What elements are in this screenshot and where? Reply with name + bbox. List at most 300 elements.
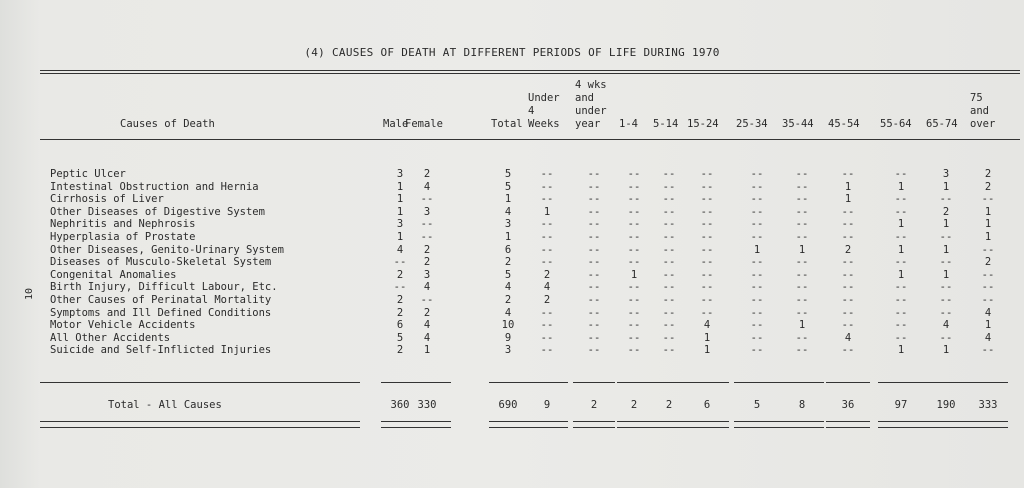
- table-cell: 1: [984, 218, 992, 231]
- table-cell: 1: [396, 180, 404, 193]
- column-header-under4w: Weeks: [528, 118, 560, 130]
- table-cell: --: [587, 180, 601, 193]
- table-cell: 1: [897, 180, 905, 193]
- rule-segment: [489, 382, 527, 383]
- table-cell: --: [939, 231, 953, 243]
- rule-segment: [526, 382, 568, 383]
- table-cell: --: [841, 205, 855, 218]
- column-header-under4w: Under: [528, 92, 560, 104]
- table-cell: --: [894, 306, 908, 319]
- table-cell: --: [587, 218, 601, 231]
- table-cell: 1: [423, 344, 431, 357]
- rule-segment: [826, 427, 870, 428]
- table-cell: 9: [504, 331, 512, 344]
- table-cell: --: [939, 281, 953, 294]
- table-cell: --: [587, 281, 601, 294]
- table-cell: --: [750, 319, 764, 332]
- table-cell: --: [841, 168, 855, 180]
- table-cell: --: [894, 319, 908, 332]
- table-cell: 1: [984, 231, 992, 243]
- table-cell: --: [795, 256, 809, 269]
- table-cell: 1: [504, 193, 512, 206]
- total-cell: 190: [936, 399, 956, 411]
- table-cell: --: [587, 319, 601, 332]
- table-cell: 4: [984, 331, 992, 344]
- table-cell: --: [540, 256, 554, 269]
- row-cause-label: Congenital Anomalies: [50, 268, 177, 281]
- table-cell: --: [841, 319, 855, 332]
- rule-segment: [573, 421, 615, 422]
- header-underline: [0, 139, 1024, 141]
- table-cell: 2: [423, 306, 431, 319]
- table-cell: 3: [396, 218, 404, 231]
- table-cell: --: [750, 218, 764, 231]
- table-title: (4) CAUSES OF DEATH AT DIFFERENT PERIODS OF LIFE DURING 1970: [304, 46, 720, 59]
- table-cell: --: [662, 294, 676, 306]
- table-cell: 3: [504, 344, 512, 357]
- rule-segment: [968, 382, 1008, 383]
- table-cell: --: [540, 344, 554, 357]
- table-cell: 3: [423, 205, 431, 218]
- table-cell: --: [939, 193, 953, 206]
- table-cell: --: [750, 256, 764, 269]
- table-cell: 6: [396, 319, 404, 332]
- table-cell: 2: [942, 205, 950, 218]
- table-cell: 1: [897, 243, 905, 256]
- column-header-4w-1y: year: [575, 118, 601, 130]
- table-cell: --: [700, 243, 714, 256]
- table-cell: --: [662, 331, 676, 344]
- rule-segment: [878, 421, 924, 422]
- table-cell: --: [981, 294, 995, 306]
- table-cell: --: [894, 205, 908, 218]
- table-cell: 3: [942, 168, 950, 180]
- table-cell: 1: [798, 319, 806, 332]
- table-cell: 4: [543, 281, 551, 294]
- total-cell: 97: [894, 399, 908, 411]
- row-cause-label: Other Diseases of Digestive System: [50, 205, 265, 218]
- table-cell: --: [939, 256, 953, 269]
- row-cause-label: Symptoms and Ill Defined Conditions: [50, 306, 272, 319]
- table-cell: 4: [844, 331, 852, 344]
- rule-segment: [40, 139, 1020, 140]
- table-cell: 4: [942, 319, 950, 332]
- table-cell: --: [662, 281, 676, 294]
- rule-segment: [489, 421, 527, 422]
- table-cell: --: [540, 231, 554, 243]
- column-header-75-over: and: [970, 105, 989, 117]
- rule-segment: [403, 382, 451, 383]
- table-cell: --: [662, 306, 676, 319]
- rule-segment: [968, 427, 1008, 428]
- column-header-total: Total: [491, 118, 523, 130]
- table-cell: --: [795, 231, 809, 243]
- column-header-45-54: 45-54: [828, 118, 860, 130]
- table-cell: 6: [504, 243, 512, 256]
- rule-segment: [826, 421, 870, 422]
- table-cell: --: [627, 243, 641, 256]
- table-cell: --: [750, 168, 764, 180]
- table-cell: --: [700, 306, 714, 319]
- table-cell: 2: [984, 180, 992, 193]
- table-cell: --: [795, 205, 809, 218]
- row-cause-label: Birth Injury, Difficult Labour, Etc.: [50, 281, 278, 294]
- table-cell: 4: [423, 281, 431, 294]
- table-cell: --: [540, 193, 554, 206]
- rule-segment: [40, 421, 360, 422]
- table-cell: --: [894, 193, 908, 206]
- row-cause-label: Peptic Ulcer: [50, 168, 126, 180]
- top-rule: [40, 70, 1020, 71]
- table-cell: --: [795, 218, 809, 231]
- table-cell: --: [894, 294, 908, 306]
- table-cell: --: [662, 319, 676, 332]
- table-cell: 1: [396, 231, 404, 243]
- table-cell: --: [627, 180, 641, 193]
- column-header-under4w: 4: [528, 105, 535, 117]
- rule-segment: [526, 427, 568, 428]
- table-cell: 1: [897, 218, 905, 231]
- table-cell: --: [795, 331, 809, 344]
- rule-segment: [40, 382, 360, 383]
- table-cell: 5: [504, 268, 512, 281]
- rule-segment: [780, 421, 824, 422]
- table-cell: 1: [396, 205, 404, 218]
- table-cell: --: [795, 268, 809, 281]
- table-cell: 4: [423, 331, 431, 344]
- margin-page-number: 10: [24, 287, 35, 300]
- total-cell: 333: [978, 399, 998, 411]
- rule-segment: [685, 421, 729, 422]
- table-cell: --: [627, 319, 641, 332]
- table-cell: 1: [703, 344, 711, 357]
- table-cell: 1: [942, 180, 950, 193]
- table-cell: 2: [396, 306, 404, 319]
- table-cell: --: [841, 294, 855, 306]
- table-cell: --: [587, 344, 601, 357]
- table-cell: 1: [984, 205, 992, 218]
- table-cell: --: [540, 218, 554, 231]
- table-cell: 5: [504, 180, 512, 193]
- table-cell: --: [587, 205, 601, 218]
- table-cell: 1: [798, 243, 806, 256]
- rule-segment: [924, 382, 968, 383]
- column-header-25-34: 25-34: [736, 118, 768, 130]
- table-cell: --: [662, 180, 676, 193]
- rule-segment: [573, 427, 615, 428]
- table-cell: 1: [844, 193, 852, 206]
- table-cell: 2: [396, 344, 404, 357]
- table-cell: --: [587, 268, 601, 281]
- table-cell: --: [662, 168, 676, 180]
- table-cell: 2: [984, 168, 992, 180]
- table-cell: --: [700, 281, 714, 294]
- table-cell: --: [894, 168, 908, 180]
- rule-segment: [685, 427, 729, 428]
- table-cell: 1: [942, 243, 950, 256]
- table-cell: --: [750, 193, 764, 206]
- table-cell: --: [393, 256, 407, 269]
- table-cell: --: [587, 243, 601, 256]
- table-cell: --: [939, 331, 953, 344]
- row-cause-label: Intestinal Obstruction and Hernia: [50, 180, 259, 193]
- table-cell: --: [795, 193, 809, 206]
- table-cell: --: [627, 231, 641, 243]
- total-cell: 2: [590, 399, 598, 411]
- table-cell: --: [750, 294, 764, 306]
- table-cell: --: [662, 243, 676, 256]
- total-cell: 330: [417, 399, 437, 411]
- table-cell: 1: [942, 344, 950, 357]
- row-cause-label: Hyperplasia of Prostate: [50, 231, 196, 243]
- table-cell: --: [750, 306, 764, 319]
- table-cell: 1: [630, 268, 638, 281]
- table-cell: 1: [942, 218, 950, 231]
- table-cell: 2: [423, 243, 431, 256]
- table-cell: --: [700, 218, 714, 231]
- table-cell: 2: [844, 243, 852, 256]
- rule-segment: [734, 382, 780, 383]
- table-cell: --: [420, 193, 434, 206]
- rule-segment: [826, 382, 870, 383]
- table-cell: 1: [504, 231, 512, 243]
- total-bottom-rule: [0, 421, 1024, 423]
- column-header-75-over: over: [970, 118, 996, 130]
- table-cell: --: [587, 331, 601, 344]
- rule-segment: [526, 421, 568, 422]
- table-cell: --: [981, 281, 995, 294]
- column-header-55-64: 55-64: [880, 118, 912, 130]
- table-cell: --: [587, 294, 601, 306]
- column-header-4w-1y: and: [575, 92, 594, 104]
- rule-segment: [651, 382, 687, 383]
- column-header-65-74: 65-74: [926, 118, 958, 130]
- column-header-5-14: 5-14: [653, 118, 679, 130]
- table-cell: --: [981, 243, 995, 256]
- rule-segment: [878, 427, 924, 428]
- table-cell: 1: [703, 331, 711, 344]
- table-cell: --: [700, 180, 714, 193]
- table-cell: 4: [423, 319, 431, 332]
- row-cause-label: Suicide and Self-Inflicted Injuries: [50, 344, 272, 357]
- table-cell: --: [587, 168, 601, 180]
- table-cell: 2: [504, 294, 512, 306]
- row-cause-label: Motor Vehicle Accidents: [50, 319, 196, 332]
- table-cell: --: [981, 193, 995, 206]
- rule-segment: [489, 427, 527, 428]
- table-cell: 4: [984, 306, 992, 319]
- total-cell: 8: [798, 399, 806, 411]
- table-cell: --: [420, 294, 434, 306]
- table-cell: 3: [423, 268, 431, 281]
- rule-segment: [403, 427, 451, 428]
- table-cell: --: [750, 344, 764, 357]
- table-cell: --: [627, 344, 641, 357]
- table-cell: 5: [504, 168, 512, 180]
- total-cell: 2: [630, 399, 638, 411]
- causes-header: Causes of Death: [120, 118, 215, 130]
- table-cell: --: [841, 256, 855, 269]
- table-cell: --: [841, 344, 855, 357]
- rule-segment: [734, 421, 780, 422]
- table-cell: --: [894, 281, 908, 294]
- column-header-female: Female: [405, 118, 443, 130]
- table-cell: --: [540, 306, 554, 319]
- table-cell: --: [795, 306, 809, 319]
- table-cell: 1: [897, 344, 905, 357]
- rule-segment: [617, 427, 651, 428]
- table-cell: --: [795, 344, 809, 357]
- table-cell: --: [700, 193, 714, 206]
- table-cell: --: [627, 193, 641, 206]
- table-cell: --: [700, 294, 714, 306]
- table-cell: 1: [543, 205, 551, 218]
- table-cell: 4: [396, 243, 404, 256]
- table-cell: --: [700, 256, 714, 269]
- table-cell: --: [841, 231, 855, 243]
- table-cell: --: [795, 168, 809, 180]
- table-cell: --: [540, 331, 554, 344]
- rule-segment: [780, 427, 824, 428]
- table-cell: --: [587, 231, 601, 243]
- rule-segment: [573, 382, 615, 383]
- table-cell: --: [627, 306, 641, 319]
- table-cell: --: [540, 180, 554, 193]
- table-cell: --: [420, 218, 434, 231]
- table-cell: --: [750, 281, 764, 294]
- table-cell: --: [795, 281, 809, 294]
- total-row-label: Total - All Causes: [108, 399, 222, 411]
- table-cell: --: [662, 256, 676, 269]
- table-cell: 5: [396, 331, 404, 344]
- table-cell: --: [540, 243, 554, 256]
- rule-segment: [40, 427, 360, 428]
- column-header-1-4: 1-4: [619, 118, 638, 130]
- rule-segment: [924, 421, 968, 422]
- column-header-4w-1y: under: [575, 105, 607, 117]
- table-cell: --: [841, 218, 855, 231]
- table-cell: 2: [504, 256, 512, 269]
- rule-segment: [780, 382, 824, 383]
- table-cell: --: [939, 306, 953, 319]
- column-header-4w-1y: 4 wks: [575, 79, 607, 91]
- table-cell: --: [662, 231, 676, 243]
- table-cell: --: [750, 180, 764, 193]
- column-header-35-44: 35-44: [782, 118, 814, 130]
- total-cell: 36: [841, 399, 855, 411]
- table-cell: --: [662, 205, 676, 218]
- table-cell: 1: [897, 268, 905, 281]
- rule-segment: [617, 382, 651, 383]
- table-cell: --: [700, 268, 714, 281]
- total-cell: 6: [703, 399, 711, 411]
- table-cell: --: [750, 268, 764, 281]
- table-cell: 4: [504, 281, 512, 294]
- table-cell: 1: [753, 243, 761, 256]
- table-cell: --: [587, 256, 601, 269]
- table-cell: 2: [543, 294, 551, 306]
- table-cell: 2: [543, 268, 551, 281]
- table-cell: --: [841, 306, 855, 319]
- table-cell: --: [894, 331, 908, 344]
- table-cell: --: [627, 205, 641, 218]
- table-cell: --: [795, 294, 809, 306]
- row-cause-label: Diseases of Musculo-Skeletal System: [50, 256, 272, 269]
- table-cell: 2: [984, 256, 992, 269]
- table-cell: 10: [501, 319, 515, 332]
- total-top-rule: [0, 382, 1024, 384]
- table-cell: 3: [396, 168, 404, 180]
- table-cell: --: [700, 205, 714, 218]
- total-cell: 360: [390, 399, 410, 411]
- table-cell: --: [662, 218, 676, 231]
- row-cause-label: Other Causes of Perinatal Mortality: [50, 294, 272, 306]
- table-cell: --: [662, 193, 676, 206]
- rule-segment: [878, 382, 924, 383]
- top-rule-2: [40, 73, 1020, 74]
- table-cell: --: [700, 168, 714, 180]
- total-cell: 690: [498, 399, 518, 411]
- table-cell: --: [540, 168, 554, 180]
- rule-segment: [685, 382, 729, 383]
- table-cell: 2: [396, 294, 404, 306]
- table-cell: --: [587, 193, 601, 206]
- row-cause-label: Nephritis and Nephrosis: [50, 218, 196, 231]
- table-cell: --: [894, 231, 908, 243]
- total-cell: 5: [753, 399, 761, 411]
- table-cell: --: [627, 281, 641, 294]
- total-cell: 2: [665, 399, 673, 411]
- table-cell: 1: [844, 180, 852, 193]
- table-cell: --: [750, 231, 764, 243]
- table-cell: --: [981, 268, 995, 281]
- table-cell: --: [841, 268, 855, 281]
- table-cell: 1: [984, 319, 992, 332]
- total-bottom-rule-2: [0, 427, 1024, 429]
- table-cell: --: [939, 294, 953, 306]
- table-cell: --: [894, 256, 908, 269]
- table-cell: --: [420, 231, 434, 243]
- table-cell: --: [627, 168, 641, 180]
- table-cell: --: [662, 344, 676, 357]
- rule-segment: [617, 421, 651, 422]
- table-cell: --: [750, 331, 764, 344]
- table-cell: --: [627, 218, 641, 231]
- table-cell: --: [750, 205, 764, 218]
- rule-segment: [403, 421, 451, 422]
- table-cell: --: [662, 268, 676, 281]
- table-cell: 4: [504, 205, 512, 218]
- table-cell: 2: [423, 168, 431, 180]
- table-cell: 1: [942, 268, 950, 281]
- table-cell: 4: [504, 306, 512, 319]
- rule-segment: [734, 427, 780, 428]
- table-cell: 4: [423, 180, 431, 193]
- row-cause-label: Other Diseases, Genito-Urinary System: [50, 243, 284, 256]
- column-header-15-24: 15-24: [687, 118, 719, 130]
- table-cell: --: [627, 256, 641, 269]
- table-cell: 3: [504, 218, 512, 231]
- table-cell: --: [587, 306, 601, 319]
- rule-segment: [651, 427, 687, 428]
- table-cell: --: [540, 319, 554, 332]
- row-cause-label: Cirrhosis of Liver: [50, 193, 164, 206]
- row-cause-label: All Other Accidents: [50, 331, 171, 344]
- table-cell: --: [795, 180, 809, 193]
- total-cell: 9: [543, 399, 551, 411]
- table-cell: 4: [703, 319, 711, 332]
- table-cell: --: [627, 294, 641, 306]
